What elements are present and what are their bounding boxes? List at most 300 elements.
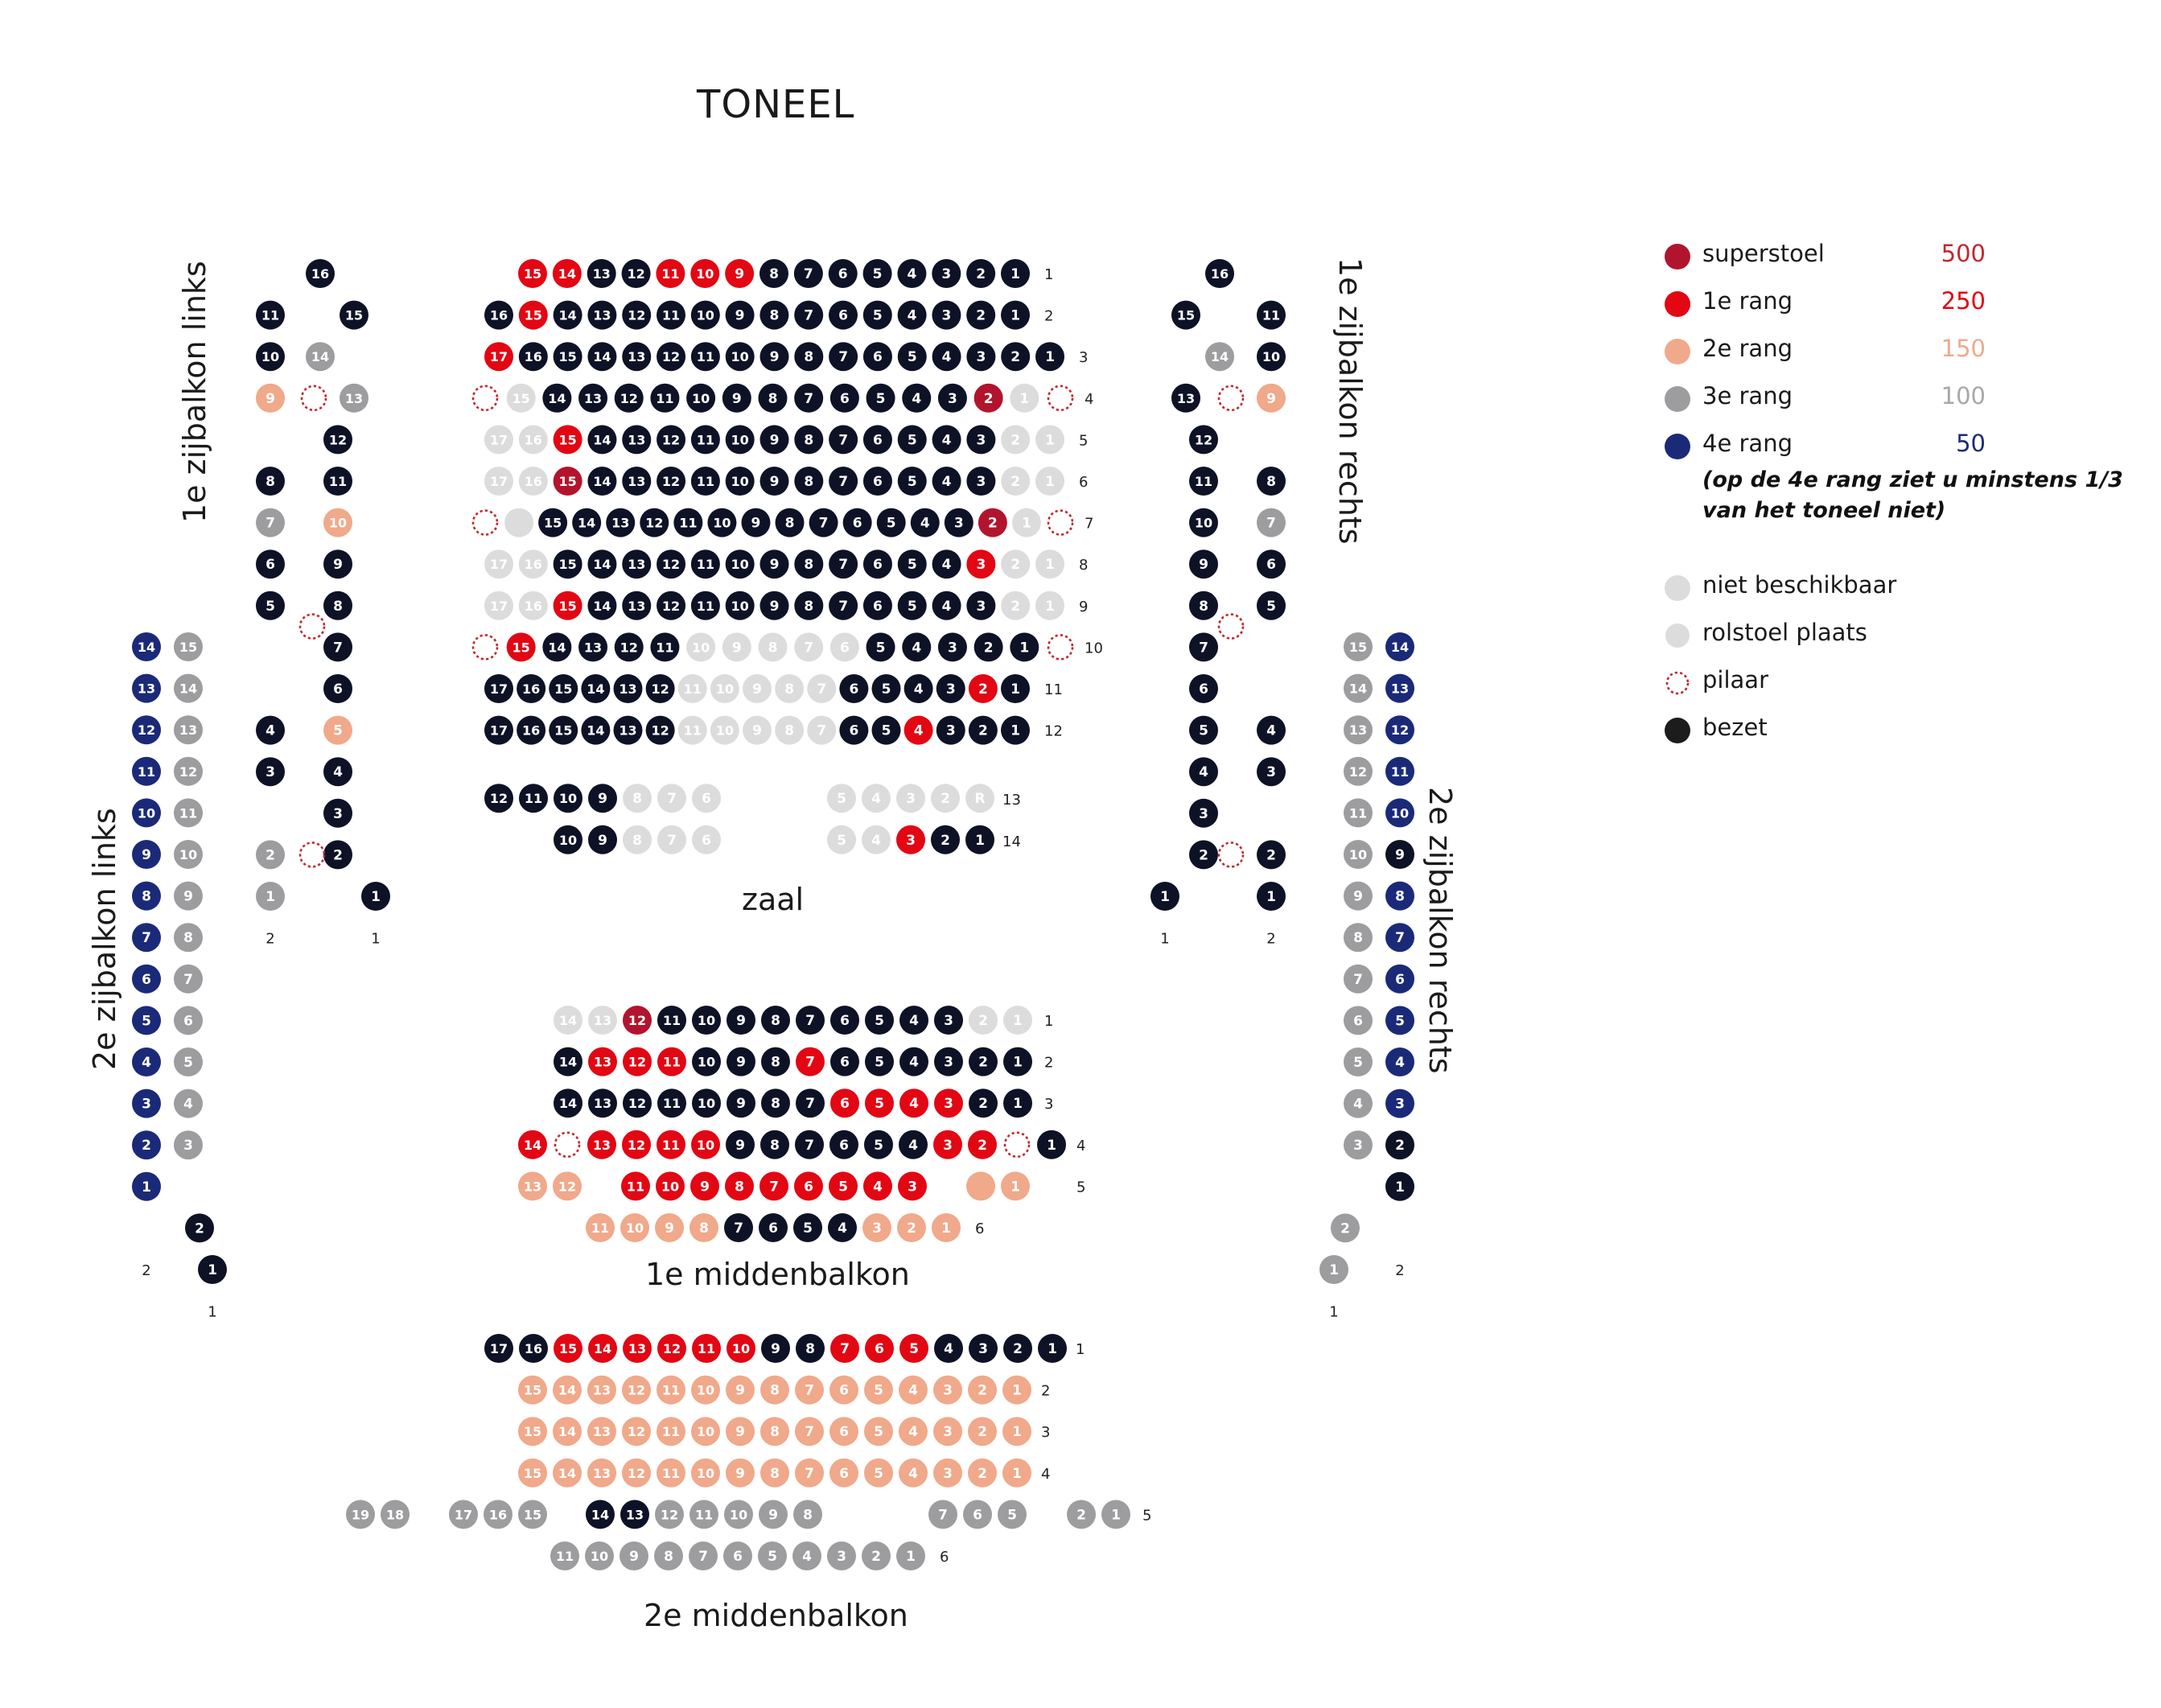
- seat[interactable]: [726, 1459, 755, 1488]
- seat: [863, 591, 892, 620]
- seat-number: 3: [142, 1096, 151, 1113]
- seat[interactable]: [863, 1171, 892, 1200]
- seat[interactable]: [622, 1417, 651, 1446]
- seat[interactable]: [968, 1130, 997, 1159]
- seat[interactable]: [968, 1376, 997, 1405]
- seat[interactable]: [519, 301, 548, 330]
- seat-number: 15: [1176, 307, 1196, 323]
- seat[interactable]: [794, 1171, 823, 1200]
- seat[interactable]: [998, 1500, 1027, 1529]
- seat[interactable]: [932, 1213, 961, 1242]
- seat-number: 11: [661, 1382, 681, 1398]
- seat[interactable]: [256, 508, 285, 537]
- seat[interactable]: [864, 1459, 893, 1488]
- seat-number: 5: [333, 722, 343, 739]
- seat[interactable]: [655, 1500, 684, 1529]
- seat[interactable]: [725, 1171, 754, 1200]
- seat[interactable]: [1344, 1006, 1373, 1035]
- seat[interactable]: [587, 1459, 616, 1488]
- seat[interactable]: [1257, 508, 1286, 537]
- seat[interactable]: [899, 1334, 928, 1363]
- seat[interactable]: [657, 1334, 686, 1363]
- seat: [899, 1006, 928, 1035]
- seat-number: 13: [1348, 722, 1368, 739]
- seat[interactable]: [758, 1541, 787, 1570]
- seat[interactable]: [1344, 1130, 1373, 1159]
- seat[interactable]: [1344, 1047, 1373, 1076]
- seat-number: 7: [734, 1220, 743, 1237]
- seat[interactable]: [864, 1376, 893, 1405]
- seat[interactable]: [796, 1047, 825, 1076]
- seat[interactable]: [132, 1130, 161, 1159]
- seat[interactable]: [518, 1500, 547, 1529]
- seat[interactable]: [174, 1006, 203, 1035]
- seat[interactable]: [896, 1541, 925, 1570]
- seat[interactable]: [622, 1459, 651, 1488]
- seat[interactable]: [692, 1334, 721, 1363]
- legend-note: (op de 4e rang ziet u minstens 1/3 van het toneel niet): [1702, 467, 2123, 523]
- seat[interactable]: [1001, 1171, 1030, 1200]
- seat-number: 4: [941, 598, 952, 615]
- seat[interactable]: [1385, 715, 1414, 744]
- seat[interactable]: [1101, 1500, 1130, 1529]
- seat[interactable]: [865, 1334, 894, 1363]
- seat-number: 1: [1045, 598, 1055, 615]
- seat-number: 12: [661, 432, 681, 448]
- seat[interactable]: [585, 1541, 614, 1570]
- seat[interactable]: [132, 882, 161, 911]
- seat[interactable]: [1257, 384, 1286, 413]
- seat[interactable]: [898, 1171, 927, 1200]
- seat[interactable]: [346, 1500, 375, 1529]
- seat[interactable]: [586, 1213, 615, 1242]
- seat[interactable]: [899, 1376, 928, 1405]
- seat-number: 12: [627, 1465, 646, 1481]
- seat[interactable]: [657, 1459, 685, 1488]
- seat[interactable]: [132, 715, 161, 744]
- seat[interactable]: [827, 1541, 856, 1570]
- seat[interactable]: [449, 1500, 478, 1529]
- seat[interactable]: [518, 1171, 547, 1200]
- seat[interactable]: [793, 1500, 822, 1529]
- seat[interactable]: [132, 840, 161, 869]
- seat[interactable]: [690, 1171, 719, 1200]
- seat: [760, 1130, 789, 1159]
- seat: [519, 467, 548, 496]
- seat: [554, 301, 582, 330]
- seat[interactable]: [727, 1334, 755, 1363]
- seat[interactable]: [1385, 1006, 1414, 1035]
- seat: [1003, 1089, 1032, 1117]
- seat[interactable]: [1385, 965, 1414, 994]
- seat-number: 12: [627, 1424, 646, 1440]
- seat[interactable]: [689, 1213, 718, 1242]
- seat[interactable]: [174, 965, 203, 994]
- seat[interactable]: [830, 1089, 859, 1117]
- seat-number: 4: [908, 1382, 918, 1399]
- seat: [484, 591, 513, 620]
- seat-number: 9: [731, 640, 742, 656]
- seat[interactable]: [1385, 798, 1414, 827]
- seat-number: 8: [265, 474, 275, 490]
- seat: [678, 716, 707, 745]
- seat: [866, 632, 895, 661]
- seat: [726, 549, 755, 578]
- legend-price: 500: [1941, 240, 1986, 267]
- seat[interactable]: [974, 384, 1003, 413]
- legend-price: 50: [1956, 430, 1986, 457]
- seat-number: 12: [558, 1179, 577, 1195]
- seat[interactable]: [1385, 757, 1414, 786]
- seat-number: 8: [768, 390, 778, 407]
- seat-number: 6: [142, 971, 151, 988]
- seat[interactable]: [484, 342, 513, 371]
- seat[interactable]: [726, 1417, 755, 1446]
- seat[interactable]: [554, 425, 582, 454]
- seat[interactable]: [689, 1500, 718, 1529]
- seat[interactable]: [1344, 757, 1373, 786]
- seat[interactable]: [132, 1006, 161, 1035]
- seat[interactable]: [1205, 342, 1234, 371]
- seat[interactable]: [934, 1089, 963, 1117]
- seat: [775, 674, 804, 703]
- seat[interactable]: [933, 1459, 962, 1488]
- seat: [759, 301, 788, 330]
- seat[interactable]: [622, 1376, 651, 1405]
- seat[interactable]: [554, 591, 582, 620]
- seat-number: 14: [137, 640, 156, 655]
- seat-number: 6: [973, 1507, 982, 1524]
- seat-number: 6: [183, 1013, 193, 1030]
- seat: [517, 674, 545, 703]
- pillar-icon: [1664, 669, 1691, 697]
- seat[interactable]: [1385, 882, 1414, 911]
- seat-number: 9: [768, 1507, 778, 1524]
- seat[interactable]: [760, 1376, 789, 1405]
- seat-number: 6: [1266, 557, 1276, 574]
- seat-number: 1: [142, 1179, 151, 1196]
- seat: [622, 591, 651, 620]
- seat[interactable]: [792, 1541, 821, 1570]
- seat: [794, 301, 823, 330]
- seat-number: 14: [1210, 349, 1229, 365]
- seat-number: 9: [598, 791, 607, 808]
- seat[interactable]: [655, 1213, 684, 1242]
- seat[interactable]: [691, 1130, 720, 1159]
- seat[interactable]: [830, 1334, 859, 1363]
- stage-label: TONEEL: [697, 82, 855, 127]
- seat[interactable]: [132, 757, 161, 786]
- seat[interactable]: [691, 1376, 720, 1405]
- seat-number: 6: [873, 349, 883, 366]
- seat[interactable]: [587, 1417, 616, 1446]
- row-number: 4: [1041, 1465, 1051, 1483]
- seat[interactable]: [174, 798, 203, 827]
- seat[interactable]: [654, 1541, 683, 1570]
- seat[interactable]: [588, 1334, 617, 1363]
- seat[interactable]: [587, 1376, 616, 1405]
- seat[interactable]: [588, 1047, 617, 1076]
- seat[interactable]: [1002, 1459, 1031, 1488]
- seat[interactable]: [760, 1417, 789, 1446]
- seat[interactable]: [1385, 1047, 1414, 1076]
- seat[interactable]: [1319, 1255, 1348, 1284]
- seat-number: 13: [619, 681, 637, 697]
- seat-number: 12: [1390, 722, 1410, 739]
- seat-number: 6: [702, 832, 711, 849]
- seat[interactable]: [865, 1089, 894, 1117]
- seat-number: 2: [1266, 847, 1276, 864]
- seat: [969, 1047, 998, 1076]
- seat-number: 9: [735, 1424, 745, 1441]
- seat[interactable]: [691, 1417, 720, 1446]
- seat[interactable]: [620, 1213, 649, 1242]
- seat[interactable]: [896, 825, 925, 854]
- seat[interactable]: [963, 1500, 992, 1529]
- seat-number: 5: [907, 349, 917, 366]
- seat[interactable]: [795, 1459, 824, 1488]
- seat[interactable]: [1344, 715, 1373, 744]
- seat[interactable]: [656, 259, 685, 288]
- seat-number: 5: [1353, 1055, 1363, 1071]
- seat[interactable]: [507, 632, 536, 661]
- seat[interactable]: [1002, 1417, 1031, 1446]
- seat-number: 9: [752, 681, 762, 698]
- seat[interactable]: [1385, 923, 1414, 952]
- seat: [1171, 384, 1200, 413]
- seat[interactable]: [690, 259, 719, 288]
- seat-number: 6: [840, 1096, 850, 1113]
- seat[interactable]: [829, 1376, 858, 1405]
- seat: [945, 508, 973, 537]
- seat-number: 2: [978, 1096, 988, 1113]
- seat[interactable]: [1385, 1089, 1414, 1118]
- seat: [741, 508, 770, 537]
- seat[interactable]: [899, 1089, 928, 1117]
- seat[interactable]: [518, 259, 547, 288]
- seat[interactable]: [381, 1500, 410, 1529]
- pillar-icon: [1219, 386, 1243, 410]
- seat[interactable]: [1344, 840, 1373, 869]
- seat[interactable]: [553, 1376, 582, 1405]
- seat-number: 15: [523, 1382, 542, 1398]
- seat[interactable]: [484, 1500, 512, 1529]
- seat[interactable]: [619, 1541, 648, 1570]
- seat[interactable]: [966, 1171, 995, 1200]
- seat[interactable]: [550, 1541, 579, 1570]
- seat-number: 9: [769, 598, 780, 615]
- seat[interactable]: [829, 1459, 858, 1488]
- seat[interactable]: [1344, 965, 1373, 994]
- seat[interactable]: [933, 1130, 962, 1159]
- seat[interactable]: [933, 1417, 962, 1446]
- seat[interactable]: [174, 715, 203, 744]
- seat-number: 5: [907, 557, 917, 574]
- seat[interactable]: [968, 1417, 997, 1446]
- pillar-icon: [1048, 386, 1072, 410]
- seat-number: 7: [1353, 971, 1363, 988]
- seat: [691, 549, 720, 578]
- seat[interactable]: [256, 840, 285, 869]
- seat[interactable]: [174, 674, 203, 703]
- seat[interactable]: [1331, 1213, 1360, 1242]
- seat[interactable]: [862, 1213, 891, 1242]
- seat[interactable]: [323, 716, 352, 745]
- seat-number: 8: [784, 681, 795, 698]
- seat-number: 2: [978, 1054, 988, 1071]
- seat: [761, 1089, 790, 1117]
- seat: [934, 1006, 963, 1035]
- seat[interactable]: [968, 1459, 997, 1488]
- seat[interactable]: [174, 757, 203, 786]
- seat[interactable]: [759, 1500, 788, 1529]
- seat[interactable]: [759, 1171, 788, 1200]
- seat[interactable]: [132, 798, 161, 827]
- seat[interactable]: [518, 1376, 547, 1405]
- seat[interactable]: [256, 384, 285, 413]
- seat[interactable]: [969, 674, 998, 703]
- seat[interactable]: [899, 1417, 928, 1446]
- seat[interactable]: [899, 1459, 928, 1488]
- seat: [657, 1006, 686, 1035]
- seat[interactable]: [132, 674, 161, 703]
- seat-number: 12: [662, 1341, 681, 1356]
- seat-number: 11: [328, 474, 348, 489]
- seat[interactable]: [657, 1376, 685, 1405]
- seat[interactable]: [553, 1171, 582, 1200]
- seat[interactable]: [174, 840, 203, 869]
- seat[interactable]: [623, 1047, 652, 1076]
- seat[interactable]: [657, 1047, 686, 1076]
- seat-number: 12: [619, 390, 638, 406]
- seat[interactable]: [829, 1417, 858, 1446]
- seat[interactable]: [724, 1500, 753, 1529]
- seat-number: 1: [1012, 1424, 1022, 1441]
- seat: [899, 1047, 928, 1076]
- seat[interactable]: [656, 1171, 685, 1200]
- seat[interactable]: [621, 1171, 650, 1200]
- seat-number: 3: [906, 791, 916, 808]
- seat: [759, 384, 788, 413]
- seat[interactable]: [864, 1417, 893, 1446]
- seat[interactable]: [174, 1130, 203, 1159]
- seat[interactable]: [1344, 882, 1373, 911]
- seat[interactable]: [623, 1006, 652, 1035]
- seat[interactable]: [518, 1417, 547, 1446]
- seat[interactable]: [1344, 923, 1373, 952]
- seat[interactable]: [1344, 674, 1373, 703]
- seat[interactable]: [928, 1500, 957, 1529]
- seat-number: 3: [1395, 1096, 1405, 1113]
- seat[interactable]: [795, 1417, 824, 1446]
- seat[interactable]: [1067, 1500, 1096, 1529]
- seat[interactable]: [132, 1047, 161, 1076]
- seat[interactable]: [174, 882, 203, 911]
- seat[interactable]: [623, 1334, 652, 1363]
- seat[interactable]: [1344, 1089, 1373, 1118]
- seat[interactable]: [323, 508, 352, 537]
- seat[interactable]: [726, 1376, 755, 1405]
- seat-number: 8: [735, 1179, 744, 1196]
- seat[interactable]: [132, 965, 161, 994]
- seat[interactable]: [978, 508, 1007, 537]
- seat[interactable]: [897, 1213, 926, 1242]
- seat[interactable]: [689, 1541, 718, 1570]
- seat: [256, 342, 285, 371]
- seat[interactable]: [174, 632, 203, 661]
- seat[interactable]: [795, 1376, 824, 1405]
- seat-number: 10: [328, 515, 348, 531]
- seat[interactable]: [966, 549, 995, 578]
- seat: [1037, 1130, 1066, 1159]
- seat[interactable]: [587, 1130, 616, 1159]
- seat[interactable]: [553, 259, 582, 288]
- seat[interactable]: [256, 882, 285, 911]
- seat-number: 5: [907, 598, 917, 615]
- seat[interactable]: [174, 1047, 203, 1076]
- seat-number: 11: [661, 266, 680, 282]
- seat[interactable]: [132, 923, 161, 952]
- seat[interactable]: [904, 716, 933, 745]
- seat[interactable]: [132, 1172, 161, 1201]
- seat[interactable]: [553, 1459, 582, 1488]
- seat-number: 10: [691, 390, 710, 406]
- seat[interactable]: [657, 1417, 685, 1446]
- seat[interactable]: [760, 1459, 789, 1488]
- seat[interactable]: [518, 1130, 547, 1159]
- seat[interactable]: [174, 923, 203, 952]
- seat[interactable]: [306, 342, 335, 371]
- seat[interactable]: [725, 259, 754, 288]
- seat[interactable]: [554, 1334, 582, 1363]
- seat[interactable]: [340, 384, 368, 413]
- column-number: 2: [1266, 930, 1276, 948]
- seat[interactable]: [862, 1541, 891, 1570]
- seat[interactable]: [1385, 674, 1414, 703]
- seat: [657, 301, 685, 330]
- seat[interactable]: [933, 1376, 962, 1405]
- seat[interactable]: [1385, 632, 1414, 661]
- seat-number: 15: [554, 681, 573, 697]
- seat[interactable]: [554, 467, 582, 496]
- seat[interactable]: [518, 1459, 547, 1488]
- seat[interactable]: [1002, 1376, 1031, 1405]
- seat-number: 9: [1353, 888, 1363, 905]
- seat[interactable]: [622, 1130, 651, 1159]
- seat-number: 4: [912, 640, 922, 656]
- seat[interactable]: [553, 1417, 582, 1446]
- seat[interactable]: [829, 1171, 858, 1200]
- seat: [622, 425, 651, 454]
- seat-number: 6: [333, 681, 343, 698]
- seat: [323, 674, 352, 703]
- seat[interactable]: [691, 1459, 720, 1488]
- seat[interactable]: [132, 1089, 161, 1118]
- seat[interactable]: [132, 632, 161, 661]
- seat: [809, 508, 838, 537]
- seat-number: 12: [627, 1382, 646, 1398]
- seat-number: 3: [948, 640, 957, 656]
- seat-number: 4: [142, 1055, 151, 1071]
- seat[interactable]: [1344, 798, 1373, 827]
- seat[interactable]: [657, 1130, 685, 1159]
- seat[interactable]: [723, 1541, 752, 1570]
- seat[interactable]: [1344, 632, 1373, 661]
- seat: [323, 467, 352, 496]
- seat[interactable]: [174, 1089, 203, 1118]
- seat-number: 9: [665, 1220, 674, 1237]
- seat: [872, 674, 901, 703]
